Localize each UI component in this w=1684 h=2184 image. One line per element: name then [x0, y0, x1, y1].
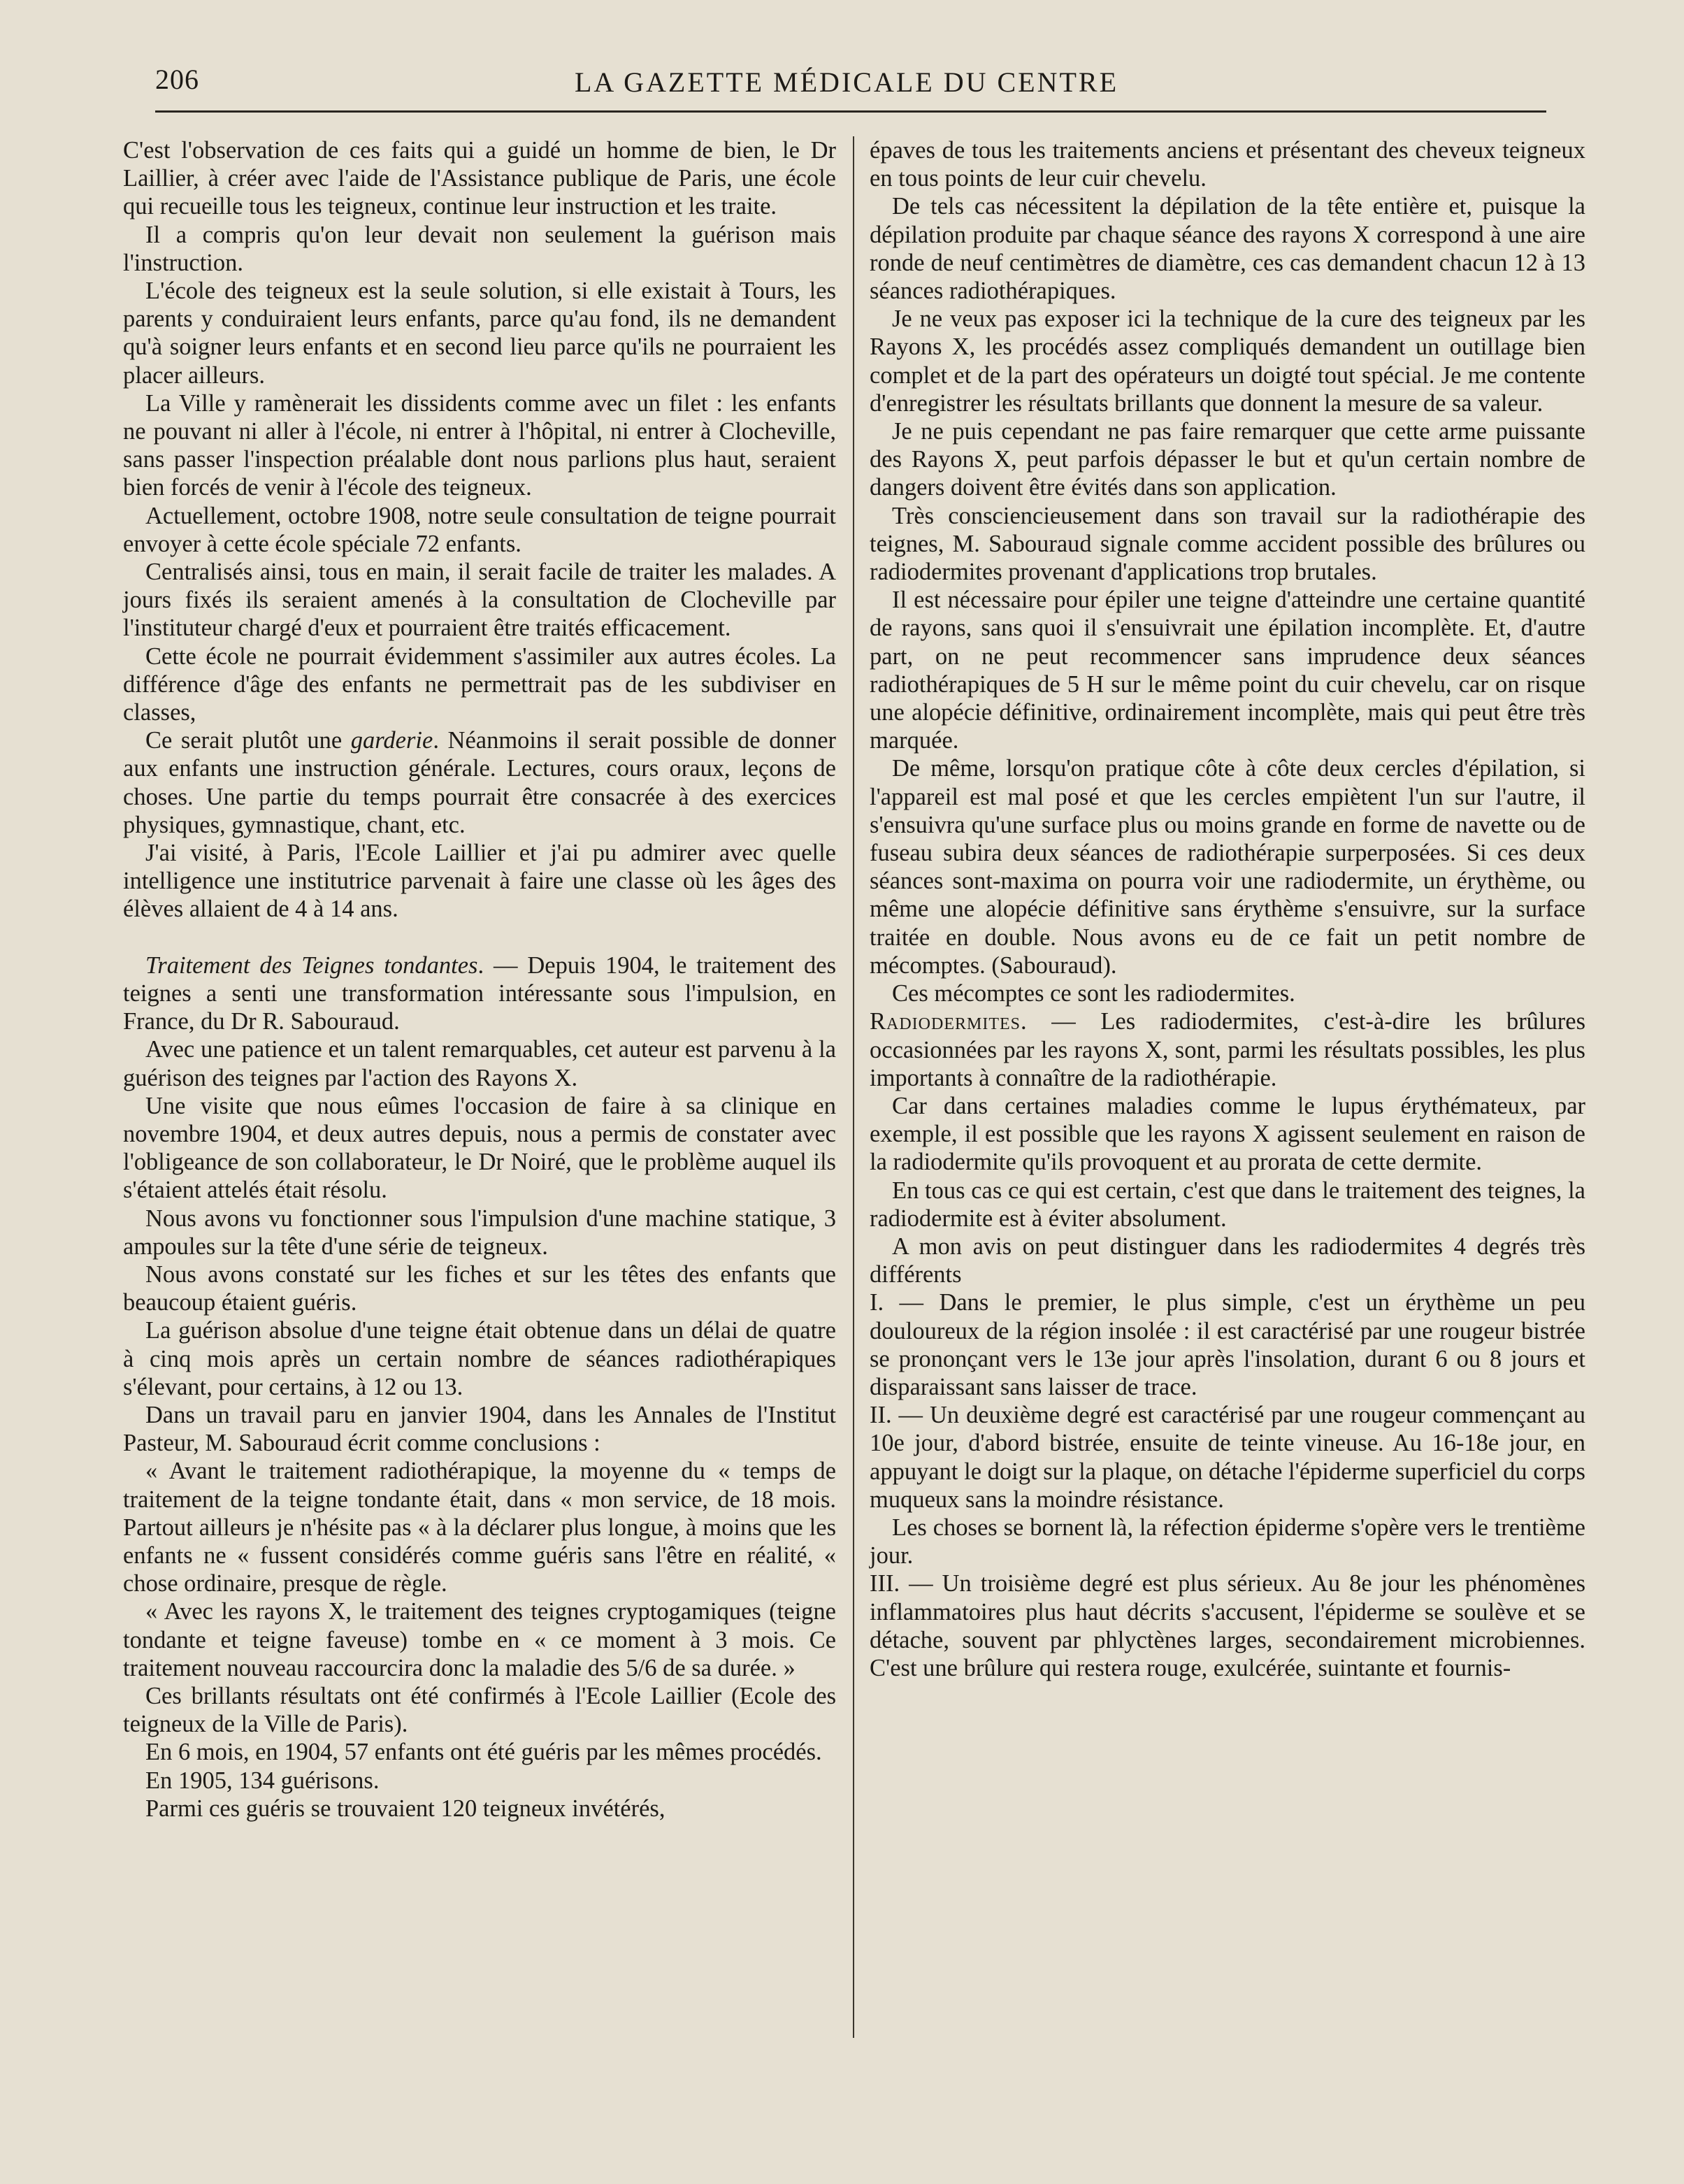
- page-number: 206: [155, 64, 199, 95]
- paragraph: [123, 726, 836, 839]
- running-title: LA GAZETTE MÉDICALE DU CENTRE: [575, 66, 1119, 98]
- paragraph: J'ai visité, à Paris, l'Ecole Laillier et j'ai pu admirer avec quelle intelligence une institutrice parvenait à faire une classe où les âges des élèves allaient de 4 à 14 ans.: [123, 840, 836, 923]
- paragraph: Dans un travail paru en janvier 1904, dans les Annales de l'Institut Pasteur, M. Sabouraud écrit comme conclusions :: [123, 1401, 836, 1457]
- column-divider: [853, 136, 854, 2038]
- paragraph: Il est nécessaire pour épiler une teigne d'atteindre une certaine quantité de rayons, sans quoi il s'ensuivrait une épilation incomplète. Et, d'autre part, on ne peut recommencer sans imprudence deux séances radiothérapiques de 5 H sur le même point du cuir chevelu, car on risque une alopécie définitive, ordinairement incomplète, mais qui peut être très marquée.: [870, 587, 1585, 754]
- right-column: [870, 136, 1585, 1682]
- paragraph: Parmi ces guéris se trouvaient 120 teigneux invétérés,: [145, 1795, 665, 1822]
- paragraph: Actuellement, octobre 1908, notre seule consultation de teigne pourrait envoyer à cette école spéciale 72 enfants.: [123, 502, 836, 557]
- paragraph: Ces brillants résultats ont été confirmés à l'Ecole Laillier (Ecole des teigneux de la Ville de Paris).: [123, 1682, 836, 1738]
- paragraph: De même, lorsqu'on pratique côte à côte deux cercles d'épilation, si l'appareil est mal posé et que les cercles empiètent l'un sur l'autre, il s'ensuivra qu'une surface plus ou moins grande en forme de navette ou de fuseau subira deux séances de radiothérapie surperposées. Si ces deux séances sont-maxima on pourra voir une radiodermite, un érythème, ou même une alopécie définitive sans érythème s'ensuivre, sur la surface traitée en double. Nous avons eu de ce fait un petit nombre de mécomptes. (Sabouraud).: [870, 755, 1585, 979]
- paragraph: De tels cas nécessitent la dépilation de la tête entière et, puisque la dépilation produite par chaque séance des rayons X correspond à une aire ronde de neuf centimètres de diamètre, ces cas demandent chacun 12 à 13 séances radiothérapiques.: [870, 193, 1585, 305]
- paragraph: Une visite que nous eûmes l'occasion de faire à sa clinique en novembre 1904, et deux autres depuis, nous a permis de constater avec l'obligeance de son collaborateur, le Dr Noiré, que le problème auquel ils s'étaient attelés était résolu.: [123, 1092, 836, 1204]
- paragraph: A mon avis on peut distinguer dans les radiodermites 4 degrés très différents: [870, 1233, 1585, 1288]
- page-header: [155, 63, 1539, 105]
- paragraph: La guérison absolue d'une teigne était obtenue dans un délai de quatre à cinq mois après un certain nombre de séances radiothérapiques s'élevant, pour certains, à 12 ou 13.: [123, 1317, 836, 1400]
- paragraph: Car dans certaines maladies comme le lupus érythémateux, par exemple, il est possible que les rayons X agissent seulement en raison de la radiodermite qu'ils provoquent et au prorata de cette dermite.: [870, 1092, 1585, 1176]
- paragraph: C'est l'observation de ces faits qui a guidé un homme de bien, le Dr Laillier, à créer avec l'aide de l'Assistance publique de Paris, une école qui recueille tous les teigneux, continue leur instruction et les traite.: [123, 137, 836, 220]
- paragraph: En 6 mois, en 1904, 57 enfants ont été guéris par les mêmes procédés.: [145, 1739, 822, 1766]
- emphasis: garderie: [350, 727, 433, 754]
- text-run: . — Les radiodermites, c'est-à-dire les brûlures occasionnées par les rayons X, sont, parmi les résultats possibles, les plus importants à connaître de la radiothérapie.: [870, 1008, 1585, 1091]
- paragraph: En tous cas ce qui est certain, c'est que dans le traitement des teignes, la radiodermite est à éviter absolument.: [870, 1177, 1585, 1232]
- section-heading-paragraph: [123, 951, 836, 1036]
- header-rule: [155, 110, 1546, 113]
- paragraph: Il a compris qu'on leur devait non seulement la guérison mais l'instruction.: [123, 221, 836, 276]
- paragraph: Ces mécomptes ce sont les radiodermites.: [892, 980, 1295, 1007]
- paragraph: L'école des teigneux est la seule solution, si elle existait à Tours, les parents y conduiraient leurs enfants, parce qu'au fond, ils ne demandent qu'à soigner leurs enfants et en second lieu parce qu'ils ne pourraient les placer ailleurs.: [123, 278, 836, 389]
- paragraph: épaves de tous les traitements anciens et présentant des cheveux teigneux en tous points de leur cuir chevelu.: [870, 137, 1585, 192]
- paragraph: Avec une patience et un talent remarquables, cet auteur est parvenu à la guérison des teignes par l'action des Rayons X.: [123, 1036, 836, 1091]
- left-column: [123, 136, 836, 1823]
- paragraph: Nous avons vu fonctionner sous l'impulsion d'une machine statique, 3 ampoules sur la tête d'une série de teigneux.: [123, 1205, 836, 1260]
- section-title: Traitement des Teignes tondantes: [145, 951, 478, 979]
- section-heading-paragraph: [870, 1007, 1585, 1092]
- paragraph: Cette école ne pourrait évidemment s'assimiler aux autres écoles. La différence d'âge des enfants ne permettrait pas de les subdiviser en classes,: [123, 642, 836, 726]
- paragraph: Je ne veux pas exposer ici la technique de la cure des teigneux par les Rayons X, les procédés assez compliqués demandent un outillage bien complet et de la part des opérateurs un doigté tout spécial. Je me contente d'enregistrer les résultats brillants que donnent la mesure de sa valeur.: [870, 306, 1585, 417]
- text-run: Ce serait plutôt une: [145, 727, 351, 754]
- paragraph: Les choses se bornent là, la réfection épiderme s'opère vers le trentième jour.: [870, 1514, 1585, 1569]
- paragraph: I. — Dans le premier, le plus simple, c'est un érythème un peu douloureux de la région insolée : il est caractérisé par une rougeur bistrée se prononçant vers le 13e jour après l'insolation, durant 6 ou 8 jours et disparaissant sans laisser de trace.: [870, 1289, 1585, 1400]
- section-title: Radiodermites: [870, 1008, 1021, 1035]
- paragraph: Centralisés ainsi, tous en main, il serait facile de traiter les malades. A jours fixés ils seraient amenés à la consultation de Clocheville par l'instituteur chargé d'eux et pourraient être traités efficacement.: [123, 559, 836, 642]
- paragraph: II. — Un deuxième degré est caractérisé par une rougeur commençant au 10e jour, d'abord bistrée, ensuite de teinte vineuse. Au 16-18e jour, en appuyant le doigt sur la plaque, on détache l'épiderme superficiel du corps muqueux sans la moindre résistance.: [870, 1402, 1585, 1513]
- paragraph: La Ville y ramènerait les dissidents comme avec un filet : les enfants ne pouvant ni aller à l'école, ni entrer à l'hôpital, ni entrer à Clocheville, sans passer l'inspection préalable dont nous parlions plus haut, seraient bien forcés de venir à l'école des teigneux.: [123, 389, 836, 501]
- text-run: . — Depuis 1904, le traitement des teignes a senti une transformation intéressante sous l'impulsion, en France, du Dr R. Sabouraud.: [123, 951, 836, 1035]
- quote-paragraph: « Avant le traitement radiothérapique, la moyenne du « temps de traitement de la teigne tondante était, dans « mon service, de 18 mois. Partout ailleurs je n'hésite pas « à la déclarer plus longue, à moins que les enfants ne « fussent considérés comme guéris sans l'être en réalité, « chose ordinaire, presque de règle.: [123, 1458, 836, 1597]
- paragraph: Je ne puis cependant ne pas faire remarquer que cette arme puissante des Rayons X, peut parfois dépasser le but et qu'un certain nombre de dangers doivent être évités dans son application.: [870, 418, 1585, 501]
- paragraph: Nous avons constaté sur les fiches et sur les têtes des enfants que beaucoup étaient guéris.: [123, 1260, 836, 1316]
- paragraph: Très consciencieusement dans son travail sur la radiothérapie des teignes, M. Sabouraud signale comme accident possible des brûlures ou radiodermites provenant d'applications trop brutales.: [870, 502, 1585, 586]
- text-run: . Néanmoins il serait possible de donner aux enfants une instruction générale. Lectures, cours oraux, leçons de choses. Une partie du temps pourrait être consacrée à des exercices physiques, gymnastique, chant, etc.: [123, 727, 837, 838]
- paragraph: III. — Un troisième degré est plus sérieux. Au 8e jour les phénomènes inflammatoires plus haut décrits s'accusent, l'épiderme se soulève et se détache, souvent par phlyctènes larges, secondairement microbiennes. C'est une brûlure qui restera rouge, exulcérée, suintante et fournis-: [870, 1570, 1585, 1681]
- paragraph: En 1905, 134 guérisons.: [145, 1767, 380, 1794]
- quote-paragraph: « Avec les rayons X, le traitement des teignes cryptogamiques (teigne tondante et teigne faveuse) tombe en « ce moment à 3 mois. Ce traitement nouveau raccourcira donc la maladie des 5/6 de sa durée. »: [123, 1598, 836, 1681]
